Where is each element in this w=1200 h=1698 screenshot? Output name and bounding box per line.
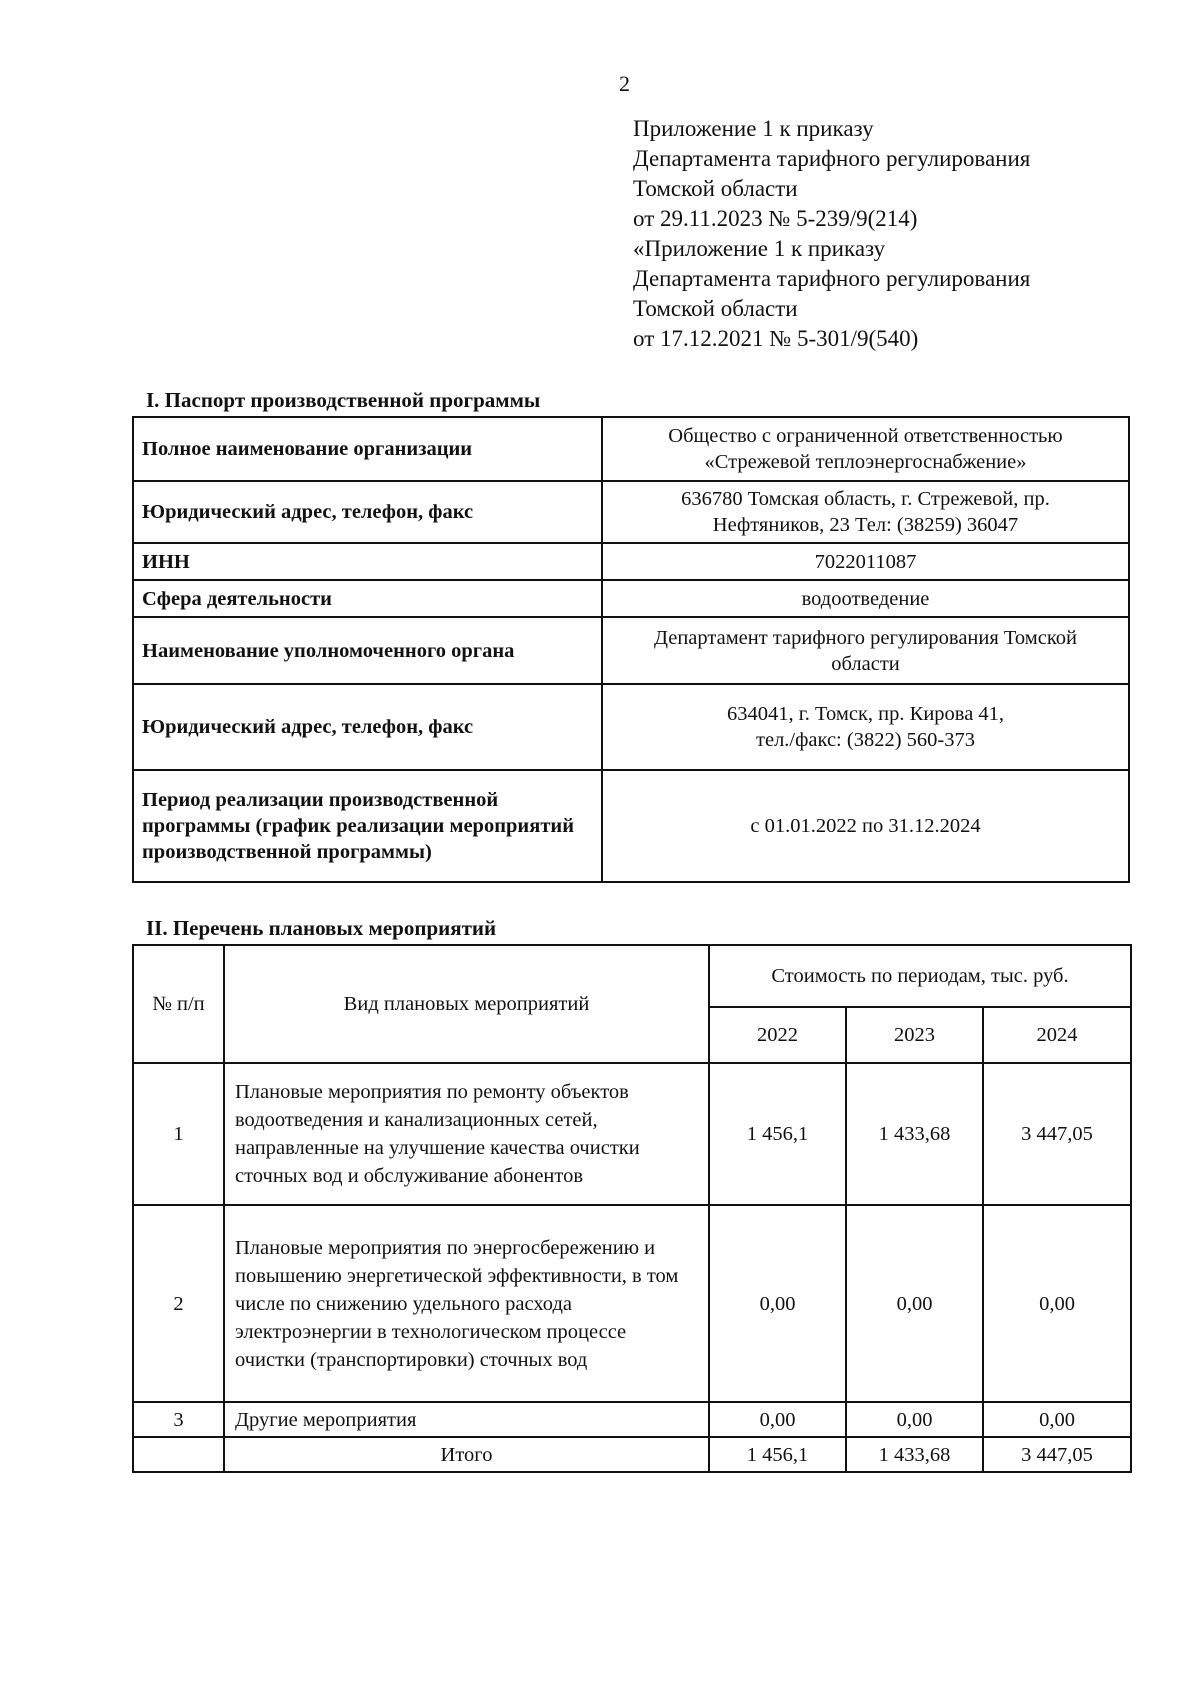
row-num: 3 bbox=[133, 1402, 224, 1437]
passport-row bbox=[133, 481, 1129, 543]
row-value: 0,00 bbox=[983, 1205, 1131, 1402]
table-row bbox=[133, 1402, 1131, 1437]
passport-row bbox=[133, 684, 1129, 770]
passport-row bbox=[133, 543, 1129, 580]
passport-row bbox=[133, 580, 1129, 617]
passport-value bbox=[602, 617, 1129, 684]
passport-label: Период реализации производственной программы (график реализации мероприятий производственной программы) bbox=[133, 770, 602, 882]
header-num: № п/п bbox=[133, 945, 224, 1063]
passport-label: ИНН bbox=[133, 543, 602, 580]
row-value: 0,00 bbox=[709, 1205, 846, 1402]
passport-value bbox=[602, 481, 1129, 543]
passport-value-line: 634041, г. Томск, пр. Кирова 41, bbox=[726, 703, 1005, 725]
section-2-title: II. Перечень плановых мероприятий bbox=[146, 916, 497, 940]
header-line: Департамента тарифного регулирования bbox=[633, 266, 1031, 291]
passport-value-line: Общество с ограниченной ответственностью bbox=[668, 425, 1063, 447]
total-row bbox=[133, 1437, 1131, 1472]
passport-value bbox=[602, 417, 1129, 481]
total-value: 3 447,05 bbox=[983, 1437, 1131, 1472]
passport-label: Полное наименование организации bbox=[133, 417, 602, 481]
passport-value: 7022011087 bbox=[602, 543, 1129, 580]
passport-value-line: тел./факс: (3822) 560-373 bbox=[756, 729, 975, 751]
row-name: Другие мероприятия bbox=[224, 1402, 709, 1437]
row-num: 1 bbox=[133, 1063, 224, 1205]
order-header bbox=[633, 114, 1030, 354]
passport-value: водоотведение bbox=[602, 580, 1129, 617]
table-header-row bbox=[133, 945, 1131, 1007]
passport-value-line: области bbox=[831, 652, 900, 675]
passport-label: Сфера деятельности bbox=[133, 580, 602, 617]
section-1-title: I. Паспорт производственной программы bbox=[146, 388, 541, 412]
table-row bbox=[133, 1063, 1131, 1205]
row-name: Плановые мероприятия по ремонту объектов водоотведения и канализационных сетей, направленные на улучшение качества очистки сточных вод и обслуживание абонентов bbox=[224, 1063, 709, 1205]
header-line: Томской области bbox=[633, 176, 798, 201]
passport-value: с 01.01.2022 по 31.12.2024 bbox=[602, 770, 1129, 882]
table-row bbox=[133, 1205, 1131, 1402]
header-line: Приложение 1 к приказу bbox=[633, 116, 874, 141]
row-value: 0,00 bbox=[709, 1402, 846, 1437]
page-number: 2 bbox=[619, 71, 630, 96]
header-name: Вид плановых мероприятий bbox=[224, 945, 709, 1063]
passport-value-line: 636780 Томская область, г. Стрежевой, пр. bbox=[681, 488, 1050, 510]
header-year: 2024 bbox=[983, 1007, 1131, 1063]
passport-value-line: Нефтяников, 23 Тел: (38259) 36047 bbox=[712, 514, 1019, 536]
total-empty-cell bbox=[133, 1437, 224, 1472]
row-value: 1 433,68 bbox=[846, 1063, 983, 1205]
passport-table bbox=[132, 416, 1130, 883]
row-value: 0,00 bbox=[846, 1402, 983, 1437]
passport-label: Юридический адрес, телефон, факс bbox=[133, 481, 602, 543]
passport-value-line: Департамент тарифного регулирования Томской bbox=[654, 626, 1077, 649]
total-value: 1 456,1 bbox=[709, 1437, 846, 1472]
row-value: 0,00 bbox=[983, 1402, 1131, 1437]
header-line: Департамента тарифного регулирования bbox=[633, 146, 1031, 171]
header-line: «Приложение 1 к приказу bbox=[633, 236, 886, 261]
passport-value bbox=[602, 684, 1129, 770]
passport-value-line: «Стрежевой теплоэнергоснабжение» bbox=[704, 451, 1027, 473]
passport-row bbox=[133, 617, 1129, 684]
header-line: Томской области bbox=[633, 296, 798, 321]
measures-table bbox=[132, 944, 1132, 1473]
header-line: от 17.12.2021 № 5-301/9(540) bbox=[633, 326, 919, 351]
row-value: 1 456,1 bbox=[709, 1063, 846, 1205]
total-value: 1 433,68 bbox=[846, 1437, 983, 1472]
header-year: 2022 bbox=[709, 1007, 846, 1063]
passport-row bbox=[133, 417, 1129, 481]
row-num: 2 bbox=[133, 1205, 224, 1402]
row-name: Плановые мероприятия по энергосбережению и повышению энергетической эффективности, в том числе по снижению удельного расхода электроэнергии в технологическом процессе очистки (транспортировки) сточных вод bbox=[224, 1205, 709, 1402]
passport-label: Наименование уполномоченного органа bbox=[133, 617, 602, 684]
passport-label: Юридический адрес, телефон, факс bbox=[133, 684, 602, 770]
row-value: 3 447,05 bbox=[983, 1063, 1131, 1205]
passport-row bbox=[133, 770, 1129, 882]
header-cost: Стоимость по периодам, тыс. руб. bbox=[709, 945, 1131, 1007]
row-value: 0,00 bbox=[846, 1205, 983, 1402]
header-year: 2023 bbox=[846, 1007, 983, 1063]
header-line: от 29.11.2023 № 5-239/9(214) bbox=[633, 206, 918, 231]
total-label: Итого bbox=[224, 1437, 709, 1472]
